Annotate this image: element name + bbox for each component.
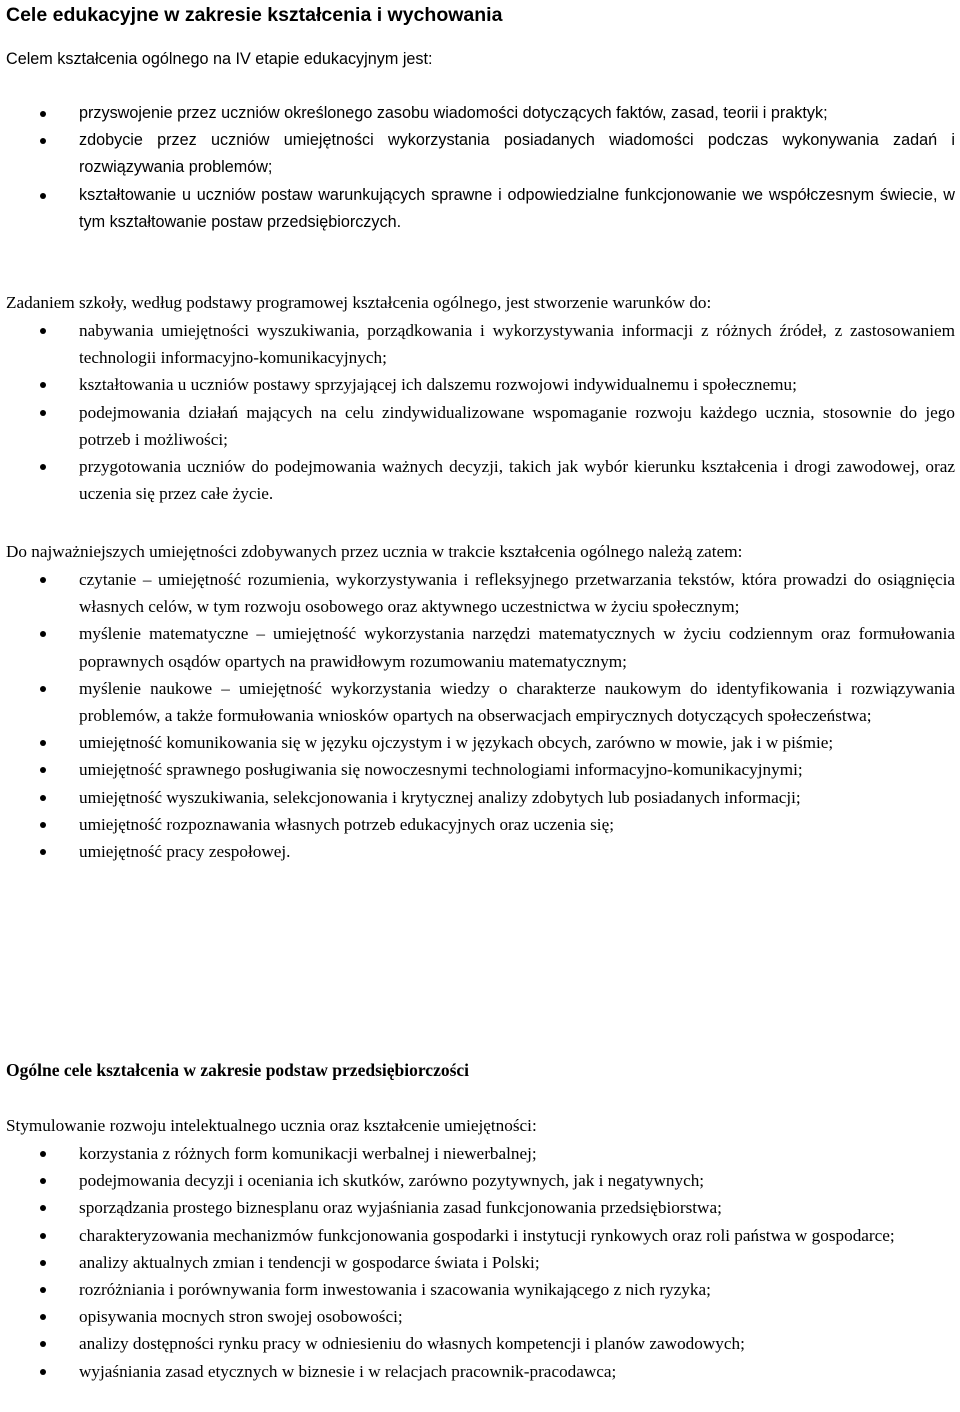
list-item: myślenie naukowe – umiejętność wykorzystania wiedzy o charakterze naukowym do identyfikowania i rozwiązywania problemów, a także formułowania wniosków opartych na obserwacjach empirycznych dotyczących społeczeństwa; bbox=[0, 675, 955, 729]
list-item: zdobycie przez uczniów umiejętności wykorzystania posiadanych wiadomości podczas wykonywania zadań i rozwiązywania problemów; bbox=[0, 127, 955, 181]
list-item: umiejętność sprawnego posługiwania się nowoczesnymi technologiami informacyjno-komunikacyjnymi; bbox=[0, 756, 955, 783]
bullet-icon bbox=[40, 1369, 46, 1375]
list-item: kształtowanie u uczniów postaw warunkujących sprawne i odpowiedzialne funkcjonowanie we współczesnym świecie, w tym kształtowanie postaw przedsiębiorczych. bbox=[0, 182, 955, 236]
key-skills-paragraph: Do najważniejszych umiejętności zdobywanych przez ucznia w trakcie kształcenia ogólnego należą zatem: bbox=[6, 542, 743, 561]
bullet-icon bbox=[40, 767, 46, 773]
list-item: przyswojenie przez uczniów określonego zasobu wiadomości dotyczących faktów, zasad, teorii i praktyk; bbox=[0, 100, 955, 127]
bullet-icon bbox=[40, 1178, 46, 1184]
list-item: umiejętność komunikowania się w języku ojczystym i w językach obcych, zarówno w mowie, jak i w piśmie; bbox=[0, 729, 955, 756]
school-task-paragraph: Zadaniem szkoły, według podstawy programowej kształcenia ogólnego, jest stworzenie warunków do: bbox=[6, 293, 712, 312]
list-item: podejmowania decyzji i oceniania ich skutków, zarówno pozytywnych, jak i negatywnych; bbox=[0, 1167, 955, 1194]
education-goals-list bbox=[0, 100, 955, 236]
list-item: analizy dostępności rynku pracy w odniesieniu do własnych kompetencji i planów zawodowych; bbox=[0, 1330, 955, 1357]
school-conditions-list bbox=[0, 317, 955, 507]
list-item: rozróżniania i porównywania form inwestowania i szacowania wynikającego z nich ryzyka; bbox=[0, 1276, 955, 1303]
bullet-icon bbox=[40, 193, 46, 199]
list-item: charakteryzowania mechanizmów funkcjonowania gospodarki i instytucji rynkowych oraz roli państwa w gospodarce; bbox=[0, 1222, 955, 1249]
bullet-icon bbox=[40, 138, 46, 144]
list-item: opisywania mocnych stron swojej osobowości; bbox=[0, 1303, 955, 1330]
list-item: podejmowania działań mających na celu zindywidualizowane wspomaganie rozwoju każdego ucznia, stosownie do jego potrzeb i możliwości; bbox=[0, 399, 955, 453]
bullet-icon bbox=[40, 410, 46, 416]
bullet-icon bbox=[40, 1287, 46, 1293]
bullet-icon bbox=[40, 1205, 46, 1211]
bullet-icon bbox=[40, 1341, 46, 1347]
list-item: czytanie – umiejętność rozumienia, wykorzystywania i refleksyjnego przetwarzania tekstów, która prowadzi do osiągnięcia własnych celów, w tym rozwoju osobowego oraz aktywnego uczestnictwa w życiu społecznym; bbox=[0, 566, 955, 620]
list-item: umiejętność rozpoznawania własnych potrzeb edukacyjnych oraz uczenia się; bbox=[0, 811, 955, 838]
list-item: kształtowania u uczniów postawy sprzyjającej ich dalszemu rozwojowi indywidualnemu i społecznemu; bbox=[0, 371, 955, 398]
bullet-icon bbox=[40, 1314, 46, 1320]
list-item: analizy aktualnych zmian i tendencji w gospodarce świata i Polski; bbox=[0, 1249, 955, 1276]
list-item: sporządzania prostego biznesplanu oraz wyjaśniania zasad funkcjonowania przedsiębiorstwa; bbox=[0, 1194, 955, 1221]
bullet-icon bbox=[40, 111, 46, 117]
intro-paragraph: Celem kształcenia ogólnego na IV etapie edukacyjnym jest: bbox=[6, 50, 433, 68]
bullet-icon bbox=[40, 382, 46, 388]
section-heading: Ogólne cele kształcenia w zakresie podstaw przedsiębiorczości bbox=[6, 1060, 470, 1080]
bullet-icon bbox=[40, 822, 46, 828]
list-item: myślenie matematyczne – umiejętność wykorzystania narzędzi matematycznych w życiu codziennym oraz formułowania poprawnych osądów opartych na prawidłowym rozumowaniu matematycznym; bbox=[0, 620, 955, 674]
list-item: umiejętność wyszukiwania, selekcjonowania i krytycznej analizy zdobytych lub posiadanych informacji; bbox=[0, 784, 955, 811]
bullet-icon bbox=[40, 464, 46, 470]
list-item: wyjaśniania zasad etycznych w biznesie i w relacjach pracownik-pracodawca; bbox=[0, 1358, 955, 1385]
bullet-icon bbox=[40, 686, 46, 692]
bullet-icon bbox=[40, 1151, 46, 1157]
list-item: korzystania z różnych form komunikacji werbalnej i niewerbalnej; bbox=[0, 1140, 955, 1167]
list-item: umiejętność pracy zespołowej. bbox=[0, 838, 955, 865]
key-skills-list bbox=[0, 566, 955, 865]
bullet-icon bbox=[40, 1233, 46, 1239]
list-item: przygotowania uczniów do podejmowania ważnych decyzji, takich jak wybór kierunku kształcenia i drogi zawodowej, oraz uczenia się przez całe życie. bbox=[0, 453, 955, 507]
bullet-icon bbox=[40, 328, 46, 334]
bullet-icon bbox=[40, 631, 46, 637]
bullet-icon bbox=[40, 849, 46, 855]
bullet-icon bbox=[40, 795, 46, 801]
entrepreneurship-skills-list bbox=[0, 1140, 955, 1385]
list-item: nabywania umiejętności wyszukiwania, porządkowania i wykorzystywania informacji z różnych źródeł, z zastosowaniem technologii informacyjno-komunikacyjnych; bbox=[0, 317, 955, 371]
stimulation-paragraph: Stymulowanie rozwoju intelektualnego ucznia oraz kształcenie umiejętności: bbox=[6, 1116, 537, 1135]
bullet-icon bbox=[40, 577, 46, 583]
bullet-icon bbox=[40, 1260, 46, 1266]
bullet-icon bbox=[40, 740, 46, 746]
page-title: Cele edukacyjne w zakresie kształcenia i wychowania bbox=[6, 4, 503, 26]
